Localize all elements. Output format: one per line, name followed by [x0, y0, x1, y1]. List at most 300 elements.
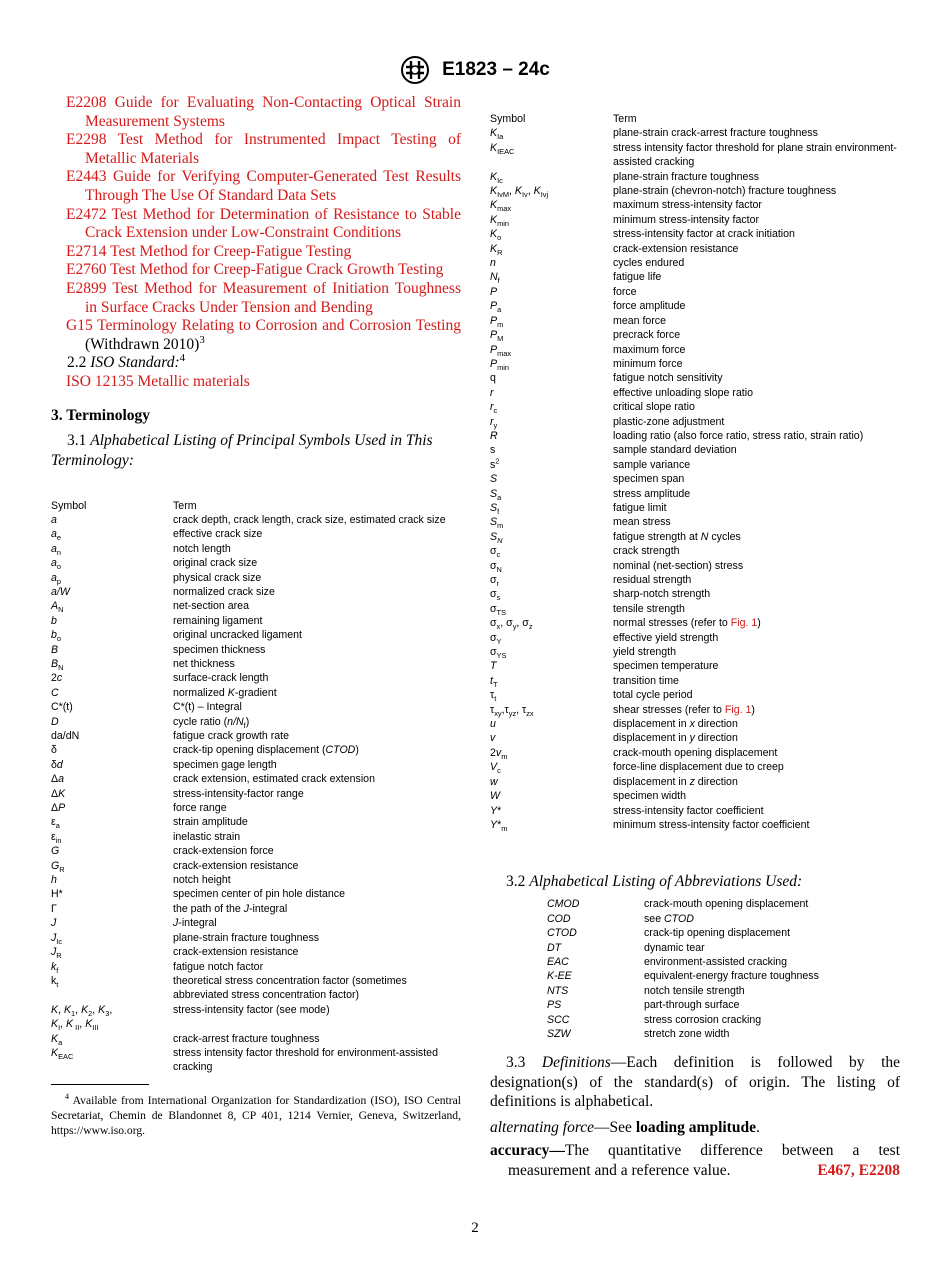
reference-item[interactable]: [51, 317, 461, 354]
term-cell: surface-crack length: [173, 672, 269, 685]
symbol-row: [51, 960, 461, 974]
abbreviation-row: [547, 998, 819, 1012]
iso-code-link[interactable]: ISO 12135: [66, 372, 134, 390]
symbol-row: [490, 285, 900, 299]
term-cell: notch length: [173, 542, 231, 555]
symbol-row: [51, 1046, 461, 1075]
term-cell: fatigue crack growth rate: [173, 730, 289, 742]
term-cell: plane-strain fracture toughness: [173, 931, 320, 944]
abbreviation-cell: EAC: [547, 955, 569, 968]
definition-separator: —See: [594, 1118, 636, 1136]
term-cell: net-section area: [173, 600, 249, 613]
symbol-cell: $\sigma_Y$: [490, 631, 502, 646]
symbol-cell: n: [490, 257, 496, 270]
symbol-cell: r: [490, 386, 494, 399]
abbreviation-meaning: dynamic tear: [644, 941, 705, 954]
section-3-2-heading: [490, 872, 900, 892]
term-cell: total cycle period: [613, 689, 693, 702]
abbreviation-cell: SCC: [547, 1013, 570, 1026]
symbol-row: [490, 631, 900, 645]
footnote: [51, 1093, 461, 1139]
iso-section-number: 2.2: [67, 354, 87, 372]
symbol-row: [490, 184, 900, 198]
term-cell: minimum stress-intensity factor coefficient: [613, 818, 810, 831]
symbol-row: [490, 659, 900, 673]
term-cell: stress intensity factor threshold for plane strain environment-assisted cracking: [613, 141, 897, 169]
abbreviation-meaning: stretch zone width: [644, 1027, 730, 1040]
term-cell: maximum stress-intensity factor: [613, 199, 762, 212]
symbol-row: [51, 787, 461, 801]
symbol-row: [51, 542, 461, 556]
symbol-row: [51, 931, 461, 945]
symbol-cell: G: [51, 845, 60, 858]
symbol-cell: $a_o$: [51, 557, 62, 572]
abbreviation-meaning: part-through surface: [644, 999, 740, 1012]
symbol-cell: a/W: [51, 585, 70, 598]
abbreviation-row: [547, 912, 819, 926]
symbol-cell: $K_R$: [490, 242, 503, 257]
symbol-cell: $S_m$: [490, 516, 504, 531]
term-cell: displacement in x direction: [613, 718, 738, 731]
term-cell: stress amplitude: [613, 487, 691, 500]
symbol-cell: $P_a$: [490, 300, 502, 315]
symbol-row: [490, 126, 900, 140]
symbol-cell: $\sigma_{YS}$: [490, 646, 507, 661]
term-cell: notch height: [173, 874, 231, 887]
term-cell: force-line displacement due to creep: [613, 761, 784, 774]
term-cell: displacement in y direction: [613, 732, 738, 745]
symbol-row: [490, 400, 900, 414]
symbol-cell: $\tau_t$: [490, 689, 497, 704]
symbol-cell: $J_{Ic}$: [51, 931, 63, 946]
section-3-1-title: Alphabetical Listing of Principal Symbols Used in This Terminology:: [51, 431, 433, 469]
symbol-row: [490, 544, 900, 558]
reference-title-link[interactable]: Test Method for Instrumented Impact Testing of Metallic Materials: [85, 131, 461, 167]
term-cell: shear stresses (refer to Fig. 1): [613, 703, 755, 716]
reference-code-link[interactable]: E2298: [66, 131, 107, 149]
reference-code-link[interactable]: E2760: [66, 261, 107, 279]
term-cell: the path of the J-integral: [173, 902, 288, 915]
symbol-cell: $b_o$: [51, 629, 62, 644]
designation: E1823 – 24c: [442, 59, 550, 80]
reference-title-link[interactable]: Guide for Evaluating Non-Contacting Optical Strain Measurement Systems: [85, 94, 461, 130]
symbol-row: [51, 844, 461, 858]
symbol-row: [490, 573, 900, 587]
section-3-3-label: Definitions: [541, 1054, 611, 1072]
symbol-row: [51, 902, 461, 916]
section-3-3-paragraph: [490, 1053, 900, 1112]
term-cell: fatigue life: [613, 271, 662, 284]
term-cell: force range: [173, 802, 227, 815]
symbol-cell: $a_e$: [51, 528, 62, 543]
symbol-row: [490, 703, 900, 717]
footnote-mark: 4: [65, 1092, 70, 1102]
term-cell: effective unloading slope ratio: [613, 386, 753, 399]
term-cell: minimum stress-intensity factor: [613, 213, 759, 226]
symbol-row: [51, 671, 461, 685]
symbol-row: [490, 198, 900, 212]
symbol-row: [51, 887, 461, 901]
term-cell: precrack force: [613, 329, 681, 342]
symbol-row: [51, 743, 461, 757]
symbol-row: [51, 873, 461, 887]
section-3-2-number: 3.2: [506, 873, 526, 891]
reference-title-link[interactable]: Test Method for Creep-Fatigue Testing: [106, 242, 352, 260]
symbol-row: [51, 916, 461, 930]
symbol-cell: $G_R$: [51, 859, 65, 874]
symbol-cell: $K_{Ic}$: [490, 170, 503, 185]
symbol-row: [51, 700, 461, 714]
symbol-row: [490, 242, 900, 256]
abbreviation-meaning: stress corrosion cracking: [644, 1013, 762, 1026]
term-cell: stress-intensity factor at crack initiation: [613, 228, 795, 241]
term-cell: fatigue notch sensitivity: [613, 372, 723, 385]
term-cell: mean force: [613, 314, 666, 327]
term-cell: cycles endured: [613, 257, 685, 270]
symbol-row: [490, 645, 900, 659]
symbol-cell: $a_p$: [51, 571, 62, 586]
definition-separator: —: [549, 1142, 565, 1160]
definition-text: The quantitative difference between a test measurement and a reference value.: [508, 1142, 900, 1179]
term-cell: J-integral: [173, 917, 217, 930]
symbol-cell: s: [490, 444, 496, 457]
symbol-cell: W: [490, 790, 500, 803]
term-cell: specimen span: [613, 473, 685, 486]
term-cell: fatigue strength at N cycles: [613, 530, 741, 543]
reference-code-link[interactable]: E2443: [66, 168, 107, 186]
term-cell: crack strength: [613, 545, 680, 558]
symbol-row: [51, 815, 461, 829]
symbol-cell: $S_f$: [490, 501, 500, 517]
symbol-row: [490, 314, 900, 328]
symbol-cell: $B_N$: [51, 657, 64, 673]
reference-title-link[interactable]: Guide for Verifying Computer-Generated Test Results Through The Use Of Standard Data Sets: [85, 168, 461, 204]
left-column: [51, 94, 461, 1075]
reference-item[interactable]: [51, 206, 461, 243]
abbreviation-cell: COD: [547, 912, 571, 925]
symbol-cell: $S_N$: [490, 530, 503, 545]
term-cell: force amplitude: [613, 300, 686, 313]
term-cell: minimum force: [613, 357, 683, 370]
section-3-2-title: Alphabetical Listing of Abbreviations Used:: [529, 873, 803, 891]
reference-title-link[interactable]: Test Method for Creep-Fatigue Crack Growth Testing: [106, 261, 444, 279]
symbol-row: [490, 731, 900, 745]
footnote-text: Available from International Organization for Standardization (ISO), ISO Central Secretariat, Chemin de Blandonnet 8, CP 401, 1214 Vernier, Geneva, Switzerland, https://www.iso.org.: [51, 1094, 461, 1138]
reference-code-link[interactable]: E2208: [66, 94, 107, 111]
symbol-row: [490, 602, 900, 616]
symbol-cell: $t_T$: [490, 674, 498, 689]
symbol-cell: 2c: [51, 672, 63, 685]
symbol-cell: $\sigma_c$: [490, 545, 501, 560]
term-cell: residual strength: [613, 574, 692, 586]
section-3-1-heading: [51, 431, 461, 471]
reference-code-link[interactable]: G15: [66, 317, 93, 335]
abbreviation-cell: K-EE: [547, 970, 572, 983]
symbol-cell: $k_t$: [51, 974, 59, 990]
symbol-row: [490, 227, 900, 241]
iso-standard-heading: [51, 354, 461, 373]
symbol-cell: $2v_m$: [490, 746, 508, 761]
term-cell: original uncracked ligament: [173, 629, 302, 642]
symbol-row: [51, 614, 461, 628]
symbol-row: [51, 686, 461, 700]
symbol-cell: $K_{Ia}$: [490, 127, 504, 142]
abbreviation-row: [547, 926, 819, 940]
symbol-cell: v: [490, 732, 496, 745]
reference-code-link[interactable]: E2899: [66, 279, 107, 297]
iso-title-link[interactable]: Metallic materials: [137, 372, 250, 390]
symbol-cell: $\varepsilon_a$: [51, 816, 60, 831]
symbol-row: [51, 527, 461, 541]
symbol-row: [51, 1032, 461, 1046]
term-cell: normalized crack size: [173, 585, 275, 598]
symbol-cell: $K_a$: [51, 1032, 63, 1047]
term-cell: critical slope ratio: [613, 401, 695, 414]
symbols-table-header: [51, 499, 461, 513]
symbol-cell: $K_{min}$: [490, 213, 510, 228]
term-cell: nominal (net-section) stress: [613, 559, 744, 572]
reference-item[interactable]: [51, 243, 461, 262]
symbol-row: [490, 515, 900, 529]
symbols-table-left: [51, 499, 461, 1075]
reference-item[interactable]: [51, 280, 461, 317]
symbols-table-right: [490, 112, 900, 832]
term-cell: specimen temperature: [613, 660, 719, 673]
symbol-row: [490, 170, 900, 184]
term-cell: stress-intensity factor coefficient: [613, 804, 764, 817]
symbol-cell: J: [51, 917, 57, 930]
symbol-cell: $V_c$: [490, 761, 501, 776]
symbol-cell: D: [51, 715, 59, 728]
definition-term: accuracy: [490, 1142, 550, 1160]
symbol-cell: T: [490, 660, 497, 673]
symbol-row: [51, 801, 461, 815]
abbreviation-meaning: crack-tip opening displacement: [644, 927, 791, 940]
abbreviation-cell: CTOD: [547, 927, 577, 940]
symbol-row: [51, 945, 461, 959]
symbol-row: [490, 587, 900, 601]
page-number: 2: [471, 1220, 479, 1236]
symbol-cell: C*(t): [51, 701, 73, 714]
symbol-column-header: Symbol: [490, 113, 526, 125]
section-3-3-number: 3.3: [506, 1054, 526, 1072]
term-cell: fatigue notch factor: [173, 960, 264, 973]
term-cell: crack extension, estimated crack extension: [173, 773, 375, 786]
symbol-cell: $K_{IvM}$, $K_{Iv}$, $K_{Ivj}$: [490, 185, 549, 200]
referenced-documents: [51, 94, 461, 354]
symbol-cell: S: [490, 473, 498, 486]
term-cell: stress-intensity factor (see mode): [173, 1003, 330, 1016]
reference-item[interactable]: [51, 94, 461, 131]
reference-code-link[interactable]: E2472: [66, 205, 107, 223]
symbol-row: [51, 599, 461, 613]
symbol-row: [490, 371, 900, 385]
symbol-cell: $N_f$: [490, 271, 500, 286]
abbreviation-row: [547, 941, 819, 955]
symbol-cell: Δa: [51, 773, 64, 786]
abbreviation-meaning: environment-assisted cracking: [644, 955, 788, 968]
symbol-cell: a: [51, 513, 57, 526]
symbol-row: [490, 688, 900, 702]
abbreviation-row: [547, 897, 819, 911]
symbol-cell: P: [490, 285, 498, 298]
symbol-row: [51, 830, 461, 844]
symbol-cell: $\sigma_N$: [490, 559, 502, 574]
symbol-row: [51, 758, 461, 772]
symbol-cell: $a_n$: [51, 542, 62, 557]
symbol-row: [490, 487, 900, 501]
reference-title-link[interactable]: Test Method for Determination of Resistance to Stable Crack Extension under Low-Constraint Conditions: [85, 205, 461, 242]
symbol-row: [51, 657, 461, 671]
symbol-row: [490, 256, 900, 270]
term-column-header: Term: [613, 113, 637, 125]
term-cell: theoretical stress concentration factor (sometimes abbreviated stress concentration factor): [173, 974, 407, 1002]
symbol-row: [490, 472, 900, 486]
term-cell: force: [613, 285, 637, 298]
term-cell: crack depth, crack length, crack size, estimated crack size: [173, 513, 446, 526]
definition-term: alternating force: [490, 1118, 595, 1136]
symbol-cell: $r_c$: [490, 401, 498, 416]
term-cell: cycle ratio $(n/N_f)$: [173, 715, 250, 730]
symbol-cell: H*: [51, 888, 63, 901]
symbol-cell: R: [490, 429, 498, 442]
term-cell: original crack size: [173, 557, 258, 570]
reference-item[interactable]: [51, 168, 461, 205]
symbol-row: [490, 458, 900, 472]
symbol-row: [490, 141, 900, 170]
symbol-row: [51, 513, 461, 527]
term-cell: crack-extension force: [173, 845, 274, 858]
abbreviation-row: [547, 984, 819, 998]
symbol-row: [490, 760, 900, 774]
symbol-row: [51, 571, 461, 585]
symbol-row: [490, 674, 900, 688]
definition-cross-reference[interactable]: loading amplitude: [635, 1118, 756, 1136]
reference-item[interactable]: [51, 261, 461, 280]
symbol-cell: C: [51, 686, 59, 699]
symbols-table-header: [490, 112, 900, 126]
symbol-row: [490, 343, 900, 357]
symbol-cell: u: [490, 718, 496, 731]
reference-footnote-mark: 3: [199, 333, 205, 346]
term-cell: yield strength: [613, 646, 677, 659]
term-cell: specimen thickness: [173, 643, 266, 656]
symbol-cell: $P_M$: [490, 329, 504, 344]
definition-item: [490, 1141, 900, 1180]
symbol-cell: b: [51, 614, 57, 627]
symbol-cell: $\sigma_s$: [490, 588, 501, 603]
term-cell: crack-arrest fracture toughness: [173, 1032, 320, 1045]
symbol-row: [490, 328, 900, 342]
abbreviation-cell: PS: [547, 999, 562, 1012]
abbreviation-cell: CMOD: [547, 898, 580, 911]
definition-item: [490, 1118, 900, 1138]
abbreviation-row: [547, 1027, 819, 1041]
term-cell: plastic-zone adjustment: [613, 415, 725, 428]
symbol-row: [490, 775, 900, 789]
symbol-cell: $r_y$: [490, 415, 498, 430]
symbol-cell: $P_{min}$: [490, 357, 510, 373]
iso-section-label: ISO Standard:: [90, 354, 180, 372]
term-cell: stress intensity factor threshold for environment-assisted cracking: [173, 1046, 438, 1074]
term-cell: mean stress: [613, 516, 671, 529]
symbol-cell: δd: [51, 758, 63, 771]
symbol-cell: $\tau_{xy},\tau_{yz}$, $\tau_{zx}$: [490, 703, 534, 718]
term-cell: C*(t) – Integral: [173, 701, 242, 714]
symbol-cell: $\varepsilon_{in}$: [51, 830, 62, 845]
symbol-row: [51, 715, 461, 729]
symbol-cell: h: [51, 874, 57, 887]
term-cell: plane-strain (chevron-notch) fracture toughness: [613, 185, 837, 198]
symbol-column-header: Symbol: [51, 499, 87, 512]
symbol-row: [51, 859, 461, 873]
symbol-row: [490, 386, 900, 400]
term-cell: crack-mouth opening displacement: [613, 746, 778, 759]
symbol-cell: $K_{EAC}$: [51, 1046, 74, 1062]
abbreviation-cell: SZW: [547, 1027, 571, 1040]
symbol-row: [490, 530, 900, 544]
term-cell: effective yield strength: [613, 631, 719, 644]
term-cell: specimen width: [613, 790, 687, 803]
symbol-row: [490, 559, 900, 573]
symbol-cell: da/dN: [51, 730, 80, 742]
term-cell: transition time: [613, 674, 679, 687]
symbol-row: [490, 746, 900, 760]
definition-end: .: [755, 1118, 760, 1136]
reference-title-link[interactable]: Terminology Relating to Corrosion and Corrosion Testing: [92, 317, 461, 335]
symbol-row: [490, 818, 900, 832]
symbol-cell: Γ: [51, 902, 57, 915]
term-cell: normalized K-gradient: [173, 686, 277, 699]
definition-origin-link[interactable]: E467, E2208: [817, 1161, 900, 1179]
term-cell: crack-extension resistance: [173, 859, 299, 872]
symbol-row: [51, 643, 461, 657]
term-cell: net thickness: [173, 657, 235, 670]
symbol-row: [490, 299, 900, 313]
symbol-row: [490, 357, 900, 371]
symbol-row: [51, 772, 461, 786]
symbol-cell: $k_f$: [51, 960, 59, 975]
symbol-cell: $\sigma_r$: [490, 574, 500, 589]
symbol-row: [51, 974, 461, 1003]
term-cell: stress-intensity-factor range: [173, 787, 304, 800]
symbol-cell: $K_{IEAC}$: [490, 141, 515, 156]
term-cell: plane-strain crack-arrest fracture toughness: [613, 127, 818, 140]
right-column: [490, 112, 900, 1180]
term-cell: specimen center of pin hole distance: [173, 888, 345, 901]
reference-item[interactable]: [51, 131, 461, 168]
symbol-cell: $A_N$: [51, 600, 64, 615]
term-cell: remaining ligament: [173, 614, 263, 627]
definitions-list: [490, 1118, 900, 1181]
symbol-cell: $K_o$: [490, 228, 502, 243]
term-cell: sharp-notch strength: [613, 588, 711, 601]
term-cell: loading ratio (also force ratio, stress ratio, strain ratio): [613, 429, 864, 442]
symbol-row: [490, 213, 900, 227]
reference-code-link[interactable]: E2714: [66, 242, 107, 260]
symbol-row: [490, 501, 900, 515]
page-header: [0, 55, 950, 85]
abbreviation-row: [547, 955, 819, 969]
iso-reference[interactable]: [51, 373, 461, 392]
term-cell: sample variance: [613, 458, 691, 471]
abbreviation-meaning: see CTOD: [644, 912, 694, 925]
symbol-cell: Y*: [490, 804, 502, 817]
reference-title-link[interactable]: Test Method for Measurement of Initiation Toughness in Surface Cracks Under Tension and Bending: [85, 279, 461, 316]
term-cell: crack-extension resistance: [173, 946, 299, 959]
section-3-1-number: 3.1: [67, 431, 87, 449]
symbol-cell: $P_{max}$: [490, 343, 512, 358]
